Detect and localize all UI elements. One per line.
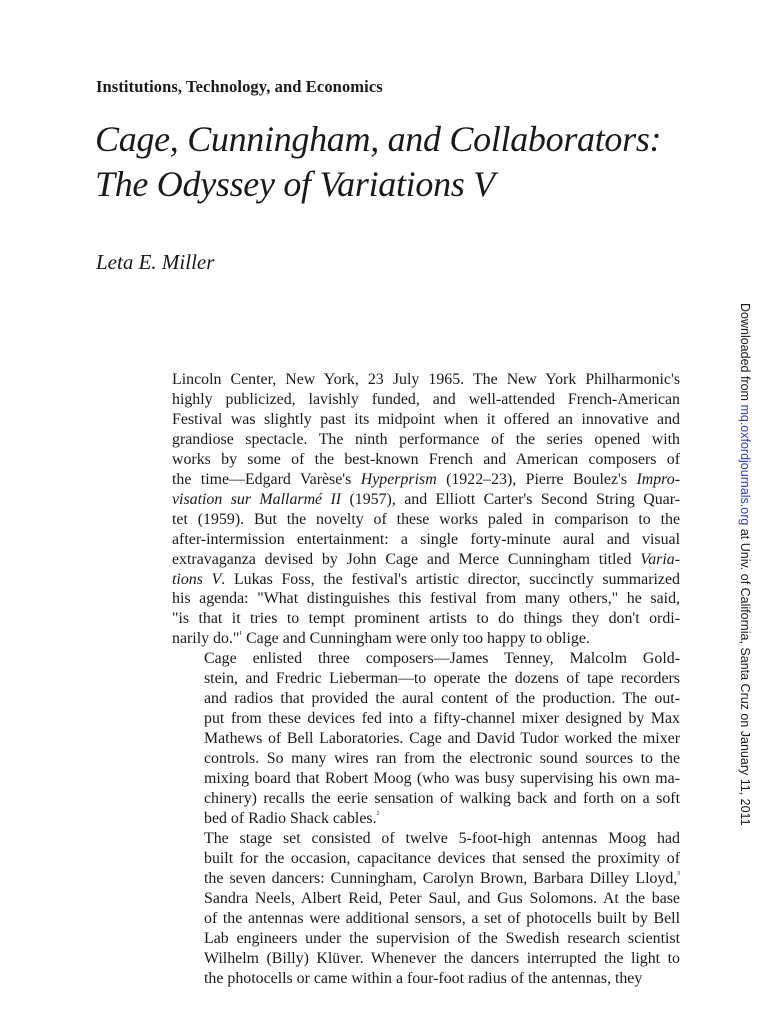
text-line: the time—Edgard Varèse's Hyperprism (1922–23), Pierre Boulez's Impro-: [172, 470, 680, 488]
text-line: The stage set consisted of twelve 5-foot-high antennas Moog had: [204, 829, 680, 847]
text-line: mixing board that Robert Moog (who was busy supervising his own ma-: [204, 770, 680, 788]
text-line: Wilhelm (Billy) Klüver. Whenever the dancers interrupted the light to: [204, 949, 680, 967]
article-body: [172, 370, 680, 989]
text-line: and radios that provided the aural content of the production. The out-: [204, 690, 680, 708]
text-line: bed of Radio Shack cables.$^{^2}$: [204, 808, 380, 827]
paragraph: [172, 829, 680, 989]
paragraph: [172, 649, 680, 829]
text-line: Cage enlisted three composers—James Tenney, Malcolm Gold-: [204, 650, 680, 668]
text-line: narily do."$^{^1}$ Cage and Cunningham were only too happy to oblige.: [172, 629, 590, 648]
section-heading: Institutions, Technology, and Economics: [96, 77, 383, 96]
text-line: visation sur Mallarmé II (1957), and Elliott Carter's Second String Quar-: [172, 490, 680, 508]
text-line: Sandra Neels, Albert Reid, Peter Saul, and Gus Solomons. At the base: [204, 889, 680, 907]
text-line: after-intermission entertainment: a single forty-minute aural and visual: [172, 530, 680, 548]
text-line: chinery) recalls the eerie sensation of walking back and forth on a soft: [204, 790, 680, 808]
text-line: the photocells or came within a four-foot radius of the antennas, they: [204, 969, 643, 987]
text-line: Lincoln Center, New York, 23 July 1965. The New York Philharmonic's: [172, 371, 680, 388]
text-line: put from these devices fed into a fifty-channel mixer designed by Max: [204, 710, 680, 728]
text-line: Lab engineers under the supervision of the Swedish research scientist: [204, 929, 680, 947]
text-line: built for the occasion, capacitance devices that sensed the proximity of: [204, 849, 680, 867]
source-link[interactable]: mq.oxfordjournals.org: [738, 404, 752, 526]
text-line: of the antennas were additional sensors, a set of photocells built by Bell: [204, 909, 680, 927]
text-line: grandiose spectacle. The ninth performance of the series opened with: [172, 430, 680, 448]
article-title-line-2: The Odyssey of Variations V: [95, 164, 495, 204]
text-line: highly publicized, lavishly funded, and well-attended French-American: [172, 390, 680, 408]
text-line: controls. So many wires ran from the electronic sound sources to the: [204, 750, 680, 768]
text-line: tet (1959). But the novelty of these works paled in comparison to the: [172, 510, 680, 528]
author-name: Leta E. Miller: [96, 250, 215, 274]
text-line: Mathews of Bell Laboratories. Cage and David Tudor worked the mixer: [204, 730, 680, 748]
text-line: stein, and Fredric Lieberman—to operate the dozens of tape recorders: [204, 670, 680, 688]
download-notice-suffix: at Univ. of California, Santa Cruz on January 11, 2011: [738, 525, 752, 826]
download-notice: [738, 303, 752, 826]
paragraph: [172, 370, 680, 649]
article-title: [95, 117, 661, 207]
text-line: tions V. Lukas Foss, the festival's artistic director, succinctly summarized: [172, 570, 680, 588]
download-notice-prefix: Downloaded from: [738, 303, 752, 405]
text-line: "is that it tries to tempt prominent artists to do things they don't ordi-: [172, 610, 680, 628]
text-line: extravaganza devised by John Cage and Merce Cunningham titled Varia-: [172, 550, 680, 568]
text-line: works by some of the best-known French and American composers of: [172, 450, 680, 468]
text-line: his agenda: "What distinguishes this festival from many others," he said,: [172, 590, 680, 608]
text-line: Festival was slightly past its midpoint when it offered an innovative and: [172, 410, 680, 428]
article-title-line-1: Cage, Cunningham, and Collaborators:: [95, 119, 662, 159]
text-line: the seven dancers: Cunningham, Carolyn Brown, Barbara Dilley Lloyd,$^{^3}$: [204, 868, 680, 887]
